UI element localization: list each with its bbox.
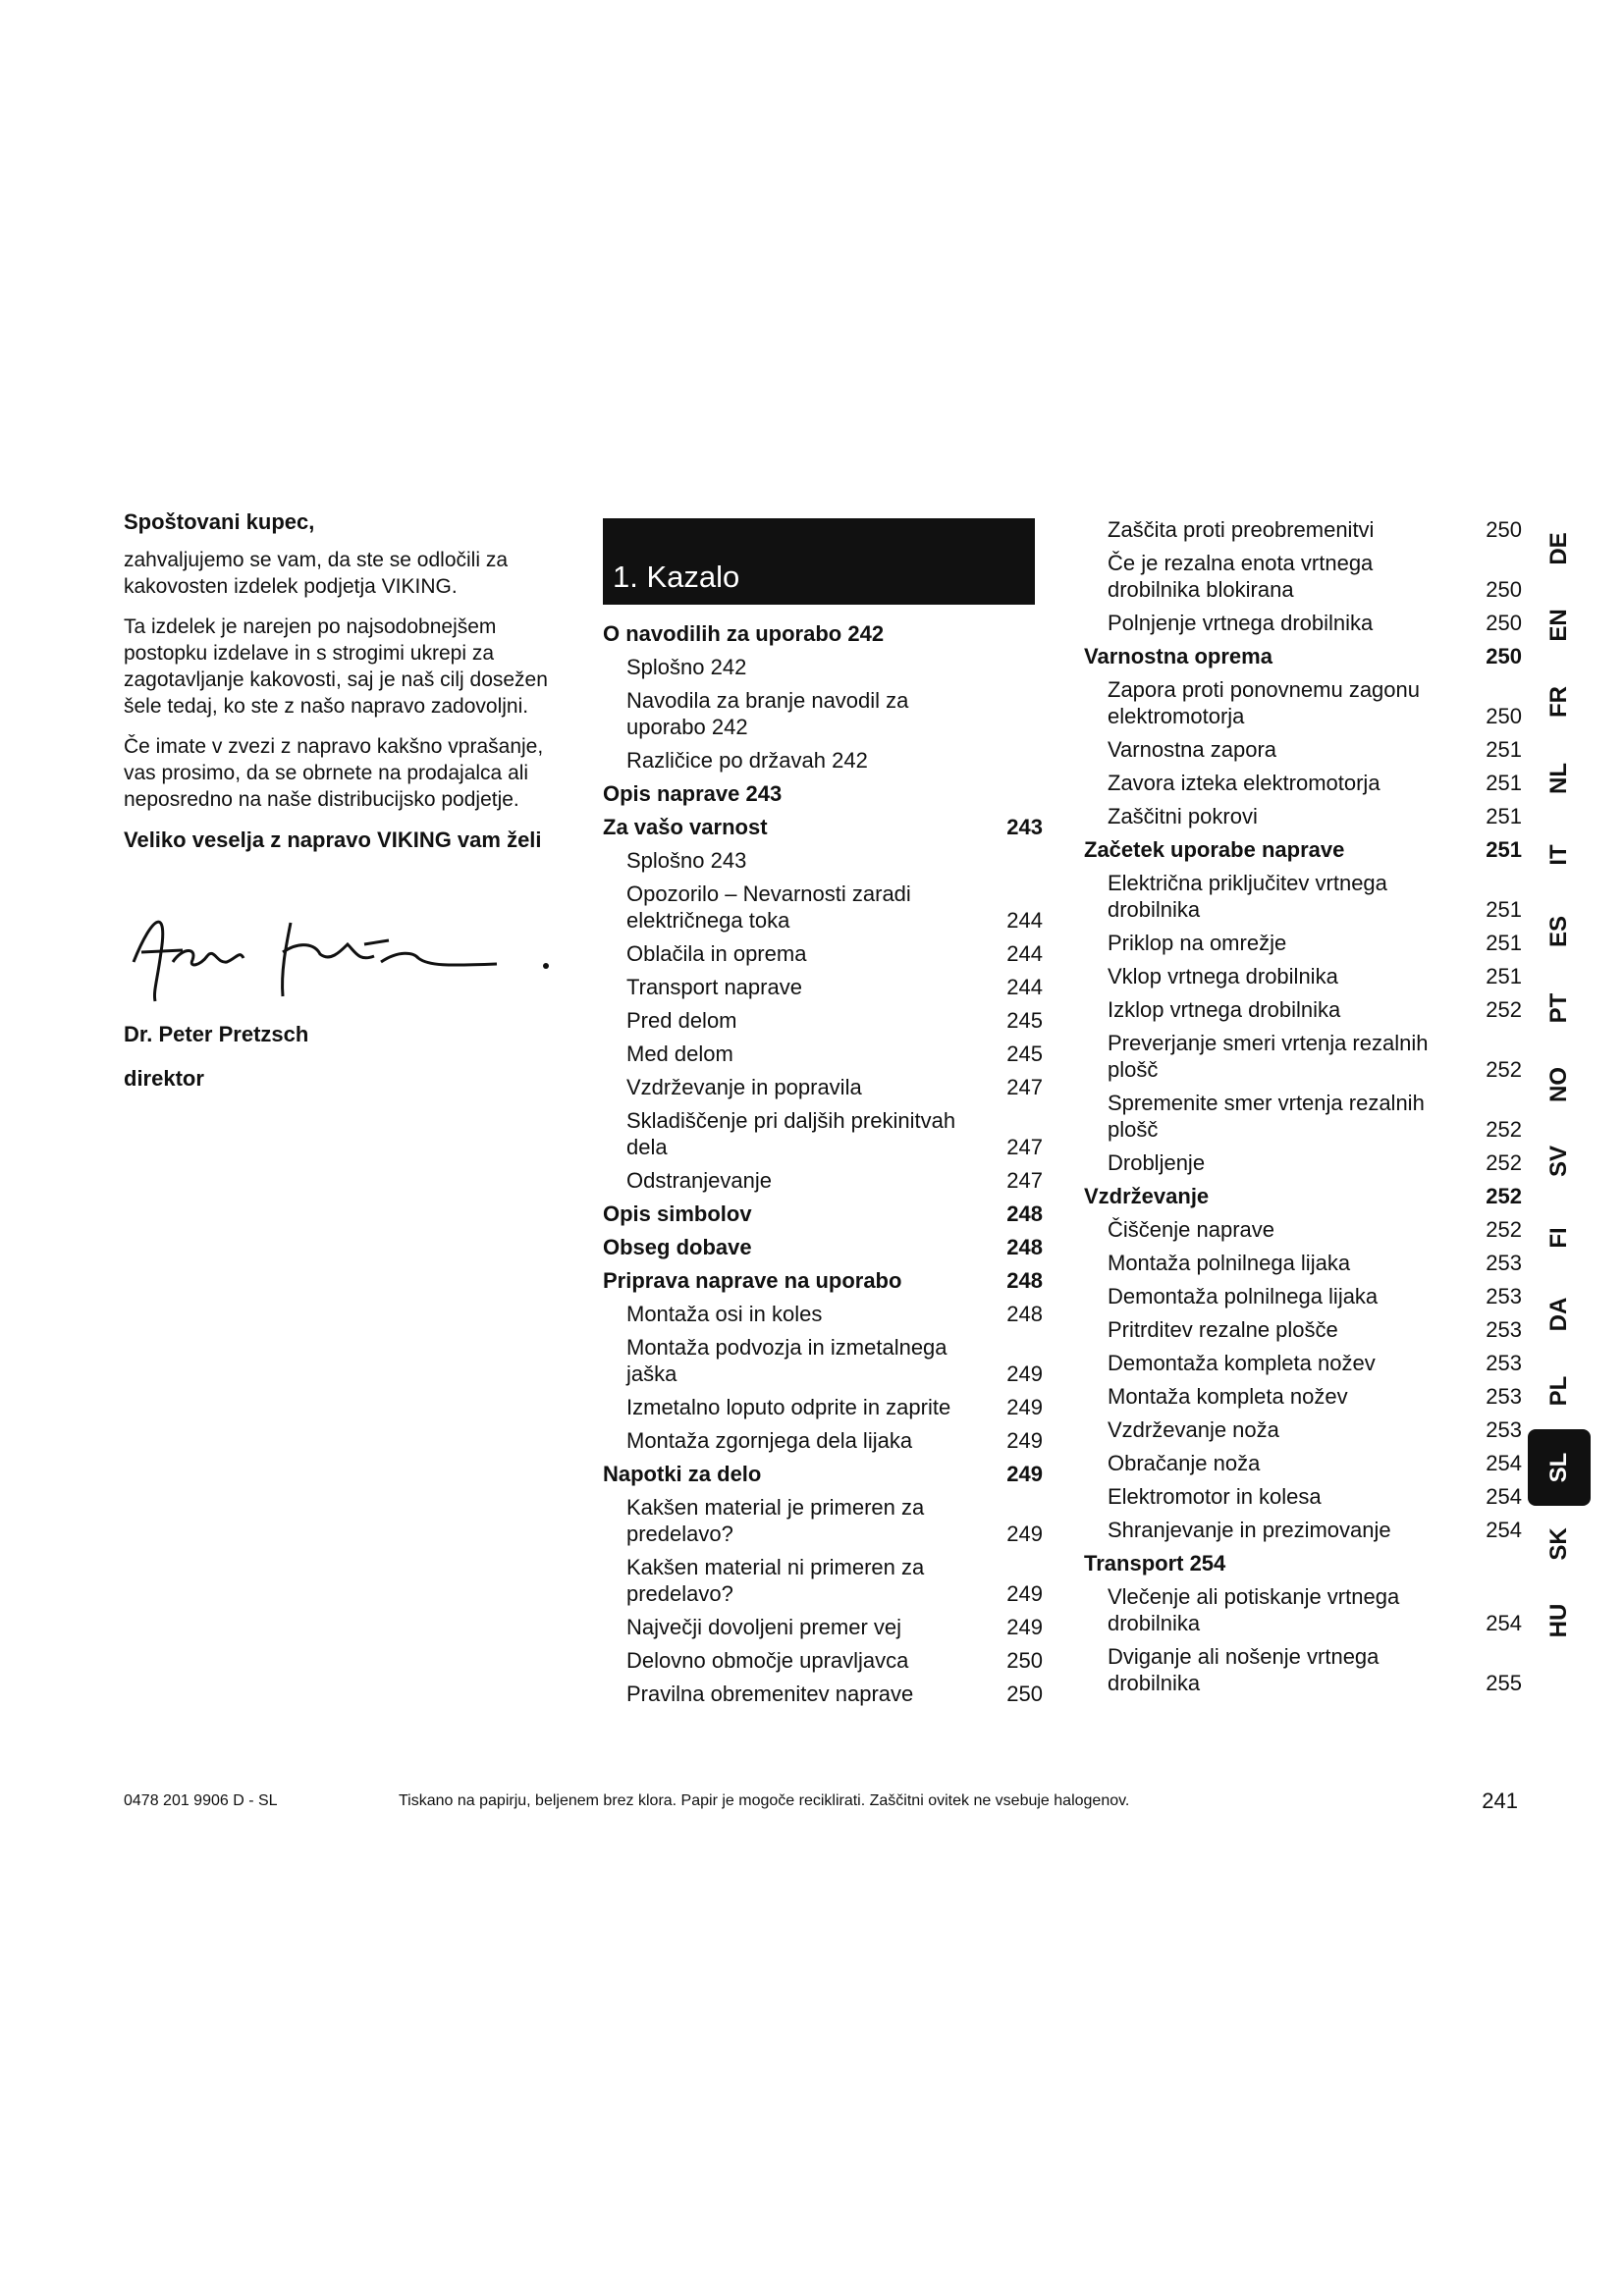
toc-entry-title: Oblačila in oprema — [626, 941, 807, 966]
toc-entry[interactable] — [1084, 1383, 1522, 1410]
toc-entry[interactable] — [1084, 1316, 1522, 1343]
toc-entry-title: Napotki za delo — [603, 1462, 762, 1486]
toc-entry-page: 254 — [1486, 1484, 1522, 1509]
toc-entry-title: Pred delom — [626, 1008, 737, 1033]
toc-entry[interactable] — [603, 1007, 1043, 1034]
toc-entry-title: Vklop vrtnega drobilnika — [1108, 964, 1338, 988]
language-tab-label: FI — [1545, 1227, 1572, 1249]
toc-entry-title: Delovno območje upravljavca — [626, 1648, 909, 1673]
toc-entry[interactable] — [1084, 803, 1522, 829]
toc-entry-page: 252 — [1486, 1150, 1522, 1175]
language-tabs — [1528, 510, 1591, 1659]
toc-entry-page: 251 — [1486, 804, 1522, 828]
toc-entry[interactable] — [1084, 1216, 1522, 1243]
language-tab-sk[interactable] — [1528, 1506, 1591, 1582]
toc-entry[interactable] — [603, 1301, 1043, 1327]
language-tab-label: PT — [1545, 992, 1572, 1024]
toc-entry[interactable] — [1084, 1350, 1522, 1376]
toc-entry[interactable] — [603, 940, 1043, 967]
toc-section[interactable] — [603, 620, 1043, 647]
intro-paragraph: Ta izdelek je narejen po najsodobnejšem postopku izdelave in s strogimi ukrepi za zagotavljanje kakovosti, saj je naš cilj dosežen šele tedaj, ko ste z našo napravo zadovoljni. — [124, 615, 548, 718]
toc-entry[interactable] — [603, 1614, 1043, 1640]
toc-entry-page: 252 — [1486, 1217, 1522, 1242]
toc-entry-page: 249 — [1006, 1522, 1043, 1546]
toc-entry-title: Različice po državah 242 — [626, 748, 868, 773]
toc-entry-page: 249 — [1006, 1615, 1043, 1639]
toc-entry[interactable] — [1084, 1517, 1522, 1543]
language-tab-label: HU — [1545, 1603, 1572, 1638]
language-tab-da[interactable] — [1528, 1276, 1591, 1353]
language-tab-label: SL — [1545, 1452, 1572, 1483]
toc-entry-page: 252 — [1486, 1057, 1522, 1082]
toc-entry-page: 248 — [1006, 1268, 1043, 1293]
toc-entry[interactable] — [1084, 1643, 1522, 1696]
toc-section[interactable] — [1084, 643, 1522, 669]
toc-entry-page: 253 — [1486, 1384, 1522, 1409]
toc-entry-title: Drobljenje — [1108, 1150, 1206, 1175]
language-tab-label: PL — [1545, 1375, 1572, 1407]
toc-entry-page: 254 — [1486, 1451, 1522, 1475]
intro-paragraph: zahvaljujemo se vam, da ste se odločili za kakovosten izdelek podjetja VIKING. — [124, 549, 509, 598]
toc-entry[interactable] — [603, 1394, 1043, 1420]
toc-entry[interactable] — [603, 1647, 1043, 1674]
toc-entry[interactable] — [1084, 963, 1522, 989]
toc-entry-title: Izmetalno loputo odprite in zaprite — [626, 1395, 951, 1419]
toc-section[interactable] — [1084, 836, 1522, 863]
language-tab-hu[interactable] — [1528, 1582, 1591, 1659]
toc-entry-page: 248 — [1006, 1302, 1043, 1326]
toc-entry-title: Splošno 242 — [626, 655, 747, 679]
toc-entry-title: Med delom — [626, 1041, 733, 1066]
toc-entry[interactable] — [1084, 1283, 1522, 1309]
toc-section[interactable] — [1084, 1183, 1522, 1209]
toc-entry[interactable] — [1084, 870, 1522, 923]
toc-entry-title: Opozorilo – Nevarnosti zaradi električnega toka — [626, 881, 911, 933]
language-tab-label: DE — [1545, 532, 1572, 565]
language-tab-fi[interactable] — [1528, 1200, 1591, 1276]
toc-entry-title: Montaža kompleta nožev — [1108, 1384, 1348, 1409]
toc-entry[interactable] — [1084, 930, 1522, 956]
toc-section[interactable] — [603, 780, 1043, 807]
language-tab-sl[interactable] — [1528, 1429, 1591, 1506]
toc-entry-title: Elektromotor in kolesa — [1108, 1484, 1322, 1509]
toc-entry-page: 244 — [1006, 941, 1043, 966]
toc-entry-title: Obseg dobave — [603, 1235, 752, 1259]
toc-entry-page: 243 — [1006, 815, 1043, 839]
toc-entry-title: Kakšen material je primeren za predelavo? — [626, 1495, 925, 1546]
toc-section[interactable] — [603, 1201, 1043, 1227]
toc-entry-title: Čiščenje naprave — [1108, 1217, 1274, 1242]
toc-entry[interactable] — [1084, 1030, 1522, 1083]
toc-entry-title: Skladiščenje pri daljših prekinitvah dela — [626, 1108, 956, 1159]
toc-entry[interactable] — [603, 1681, 1043, 1707]
toc-entry[interactable] — [1084, 1483, 1522, 1510]
toc-section[interactable] — [603, 814, 1043, 840]
toc-entry-title: Demontaža kompleta nožev — [1108, 1351, 1376, 1375]
toc-entry-page: 249 — [1006, 1428, 1043, 1453]
language-tab-en[interactable] — [1528, 587, 1591, 664]
language-tab-label: SV — [1545, 1145, 1572, 1178]
toc-section[interactable] — [603, 1461, 1043, 1487]
toc-entry-title: Montaža podvozja in izmetalnega jaška — [626, 1335, 947, 1386]
toc-section[interactable] — [603, 1234, 1043, 1260]
toc-entry-title: Zavora izteka elektromotorja — [1108, 771, 1380, 795]
page-number: 241 — [1482, 1789, 1518, 1813]
toc-entry[interactable] — [603, 1334, 1043, 1387]
toc-entry[interactable] — [603, 1427, 1043, 1454]
toc-entry[interactable] — [1084, 1416, 1522, 1443]
toc-entry[interactable] — [1084, 1090, 1522, 1143]
toc-section[interactable] — [603, 1267, 1043, 1294]
toc-entry-title: Za vašo varnost — [603, 815, 768, 839]
toc-entry-page: 250 — [1486, 611, 1522, 635]
toc-entry-page: 245 — [1006, 1008, 1043, 1033]
toc-entry-title: Preverjanje smeri vrtenja rezalnih plošč — [1108, 1031, 1429, 1082]
language-tab-label: NO — [1545, 1067, 1572, 1102]
toc-entry[interactable] — [1084, 736, 1522, 763]
toc-column-right — [1084, 516, 1522, 1703]
toc-entry-title: Izklop vrtnega drobilnika — [1108, 997, 1341, 1022]
toc-entry-title: Priprava naprave na uporabo — [603, 1268, 902, 1293]
language-tab-label: EN — [1545, 609, 1572, 642]
language-tab-no[interactable] — [1528, 1046, 1591, 1123]
toc-entry-page: 252 — [1486, 1117, 1522, 1142]
toc-entry-page: 255 — [1486, 1671, 1522, 1695]
signer-name: Dr. Peter Pretzsch — [124, 1022, 309, 1046]
toc-entry-page: 250 — [1006, 1682, 1043, 1706]
toc-entry-page: 252 — [1486, 997, 1522, 1022]
toc-entry-title: Električna priključitev vrtnega drobilnika — [1108, 871, 1387, 922]
toc-entry[interactable] — [1084, 676, 1522, 729]
toc-entry[interactable] — [1084, 610, 1522, 636]
toc-entry-page: 251 — [1486, 964, 1522, 988]
toc-entry-page: 251 — [1486, 737, 1522, 762]
language-tab-label: FR — [1545, 686, 1572, 718]
toc-entry-page: 250 — [1486, 577, 1522, 602]
language-tab-label: IT — [1545, 844, 1572, 866]
language-tab-pl[interactable] — [1528, 1353, 1591, 1429]
toc-entry-page: 250 — [1486, 517, 1522, 542]
toc-entry-page: 252 — [1486, 1184, 1522, 1208]
toc-entry-title: Vlečenje ali potiskanje vrtnega drobilnika — [1108, 1584, 1400, 1635]
toc-entry-title: Splošno 243 — [626, 848, 747, 873]
toc-section[interactable] — [1084, 1550, 1522, 1576]
toc-entry[interactable] — [1084, 550, 1522, 603]
toc-entry-title: Pritrditev rezalne plošče — [1108, 1317, 1338, 1342]
toc-entry-page: 251 — [1486, 931, 1522, 955]
language-tab-de[interactable] — [1528, 510, 1591, 587]
language-tab-sv[interactable] — [1528, 1123, 1591, 1200]
toc-entry[interactable] — [603, 747, 1043, 774]
toc-entry-title: Priklop na omrežje — [1108, 931, 1287, 955]
toc-entry[interactable] — [603, 687, 1043, 740]
toc-entry-page: 254 — [1486, 1611, 1522, 1635]
greeting: Spoštovani kupec, — [124, 509, 315, 534]
toc-entry-title: Opis naprave 243 — [603, 781, 783, 806]
toc-entry-page: 254 — [1486, 1518, 1522, 1542]
toc-entry-page: 249 — [1006, 1581, 1043, 1606]
toc-entry-page: 253 — [1486, 1351, 1522, 1375]
toc-entry[interactable] — [1084, 1583, 1522, 1636]
toc-entry-page: 247 — [1006, 1135, 1043, 1159]
toc-entry-title: Obračanje noža — [1108, 1451, 1261, 1475]
toc-entry-page: 249 — [1006, 1362, 1043, 1386]
language-tab-label: NL — [1545, 763, 1572, 794]
toc-entry-title: Vzdrževanje — [1084, 1184, 1210, 1208]
language-tab-label: ES — [1545, 915, 1572, 948]
toc-entry-page: 250 — [1486, 704, 1522, 728]
toc-entry[interactable] — [603, 881, 1043, 934]
toc-entry-page: 244 — [1006, 975, 1043, 999]
toc-entry-title: Opis simbolov — [603, 1201, 752, 1226]
toc-entry-page: 251 — [1486, 771, 1522, 795]
toc-entry-title: Varnostna zapora — [1108, 737, 1277, 762]
document-code: 0478 201 9906 D - SL — [124, 1792, 278, 1809]
toc-entry-page: 251 — [1486, 897, 1522, 922]
toc-entry-page: 251 — [1486, 837, 1522, 862]
toc-entry[interactable] — [603, 1167, 1043, 1194]
toc-entry-title: Začetek uporabe naprave — [1084, 837, 1345, 862]
toc-entry[interactable] — [603, 1554, 1043, 1607]
toc-entry-title: Polnjenje vrtnega drobilnika — [1108, 611, 1374, 635]
toc-entry[interactable] — [603, 974, 1043, 1000]
toc-entry-page: 244 — [1006, 908, 1043, 933]
print-note: Tiskano na papirju, beljenem brez klora. Papir je mogoče reciklirati. Zaščitni ovitek ne vsebuje halogenov. — [399, 1792, 1130, 1809]
toc-entry[interactable] — [603, 1494, 1043, 1547]
toc-entry-title: Demontaža polnilnega lijaka — [1108, 1284, 1379, 1308]
toc-entry-title: Navodila za branje navodil za uporabo 242 — [626, 688, 909, 739]
toc-entry-page: 247 — [1006, 1075, 1043, 1099]
handwritten-signature — [124, 893, 566, 1011]
signer-role: direktor — [124, 1066, 204, 1091]
toc-entry-page: 253 — [1486, 1417, 1522, 1442]
toc-entry-page: 249 — [1006, 1462, 1043, 1486]
language-tab-pt[interactable] — [1528, 970, 1591, 1046]
toc-entry-page: 248 — [1006, 1201, 1043, 1226]
toc-entry-title: Vzdrževanje noža — [1108, 1417, 1279, 1442]
toc-entry-page: 253 — [1486, 1251, 1522, 1275]
toc-entry-title: Transport 254 — [1084, 1551, 1226, 1575]
toc-entry-page: 250 — [1486, 644, 1522, 668]
toc-entry-page: 250 — [1006, 1648, 1043, 1673]
toc-entry-title: Zaščitni pokrovi — [1108, 804, 1258, 828]
language-tab-es[interactable] — [1528, 893, 1591, 970]
intro-paragraph: Če imate v zvezi z napravo kakšno vprašanje, vas prosimo, da se obrnete na prodajalca ali neposredno na naše distribucijsko podjetje. — [124, 735, 544, 811]
language-tab-label: SK — [1545, 1527, 1572, 1561]
toc-column-middle — [603, 620, 1043, 1714]
toc-entry[interactable] — [603, 847, 1043, 874]
toc-entry-title: Pravilna obremenitev naprave — [626, 1682, 914, 1706]
toc-entry[interactable] — [1084, 1149, 1522, 1176]
toc-entry-title: Dviganje ali nošenje vrtnega drobilnika — [1108, 1644, 1380, 1695]
toc-entry[interactable] — [603, 1107, 1043, 1160]
toc-entry-title: Največji dovoljeni premer vej — [626, 1615, 902, 1639]
toc-entry-title: Spremenite smer vrtenja rezalnih plošč — [1108, 1091, 1425, 1142]
toc-entry[interactable] — [603, 654, 1043, 680]
toc-entry-title: O navodilih za uporabo 242 — [603, 621, 885, 646]
toc-title: 1. Kazalo — [613, 560, 740, 594]
toc-entry-title: Zaščita proti preobremenitvi — [1108, 517, 1375, 542]
toc-entry-page: 249 — [1006, 1395, 1043, 1419]
toc-entry-title: Montaža zgornjega dela lijaka — [626, 1428, 913, 1453]
toc-entry[interactable] — [1084, 516, 1522, 543]
page-footer — [124, 1789, 1518, 1818]
language-tab-it[interactable] — [1528, 817, 1591, 893]
closing-line: Veliko veselja z napravo VIKING vam želi — [124, 828, 542, 852]
toc-entry-title: Vzdrževanje in popravila — [626, 1075, 862, 1099]
toc-title-box — [603, 518, 1035, 605]
toc-entry-page: 253 — [1486, 1317, 1522, 1342]
language-tab-nl[interactable] — [1528, 740, 1591, 817]
language-tab-fr[interactable] — [1528, 664, 1591, 740]
toc-entry[interactable] — [603, 1041, 1043, 1067]
toc-entry-title: Če je rezalna enota vrtnega drobilnika blokirana — [1108, 551, 1374, 602]
toc-entry-title: Kakšen material ni primeren za predelavo? — [626, 1555, 925, 1606]
toc-entry-page: 248 — [1006, 1235, 1043, 1259]
toc-entry-title: Montaža polnilnega lijaka — [1108, 1251, 1351, 1275]
toc-entry[interactable] — [1084, 1450, 1522, 1476]
toc-entry-title: Varnostna oprema — [1084, 644, 1272, 668]
toc-entry[interactable] — [1084, 770, 1522, 796]
toc-entry[interactable] — [1084, 996, 1522, 1023]
toc-entry-title: Zapora proti ponovnemu zagonu elektromotorja — [1108, 677, 1420, 728]
toc-entry[interactable] — [1084, 1250, 1522, 1276]
toc-entry-page: 247 — [1006, 1168, 1043, 1193]
intro-letter — [124, 508, 566, 1105]
toc-entry-title: Transport naprave — [626, 975, 802, 999]
toc-entry-title: Montaža osi in koles — [626, 1302, 823, 1326]
toc-entry[interactable] — [603, 1074, 1043, 1100]
toc-entry-page: 253 — [1486, 1284, 1522, 1308]
toc-entry-title: Odstranjevanje — [626, 1168, 772, 1193]
toc-entry-page: 245 — [1006, 1041, 1043, 1066]
toc-entry-title: Shranjevanje in prezimovanje — [1108, 1518, 1391, 1542]
language-tab-label: DA — [1545, 1297, 1572, 1332]
